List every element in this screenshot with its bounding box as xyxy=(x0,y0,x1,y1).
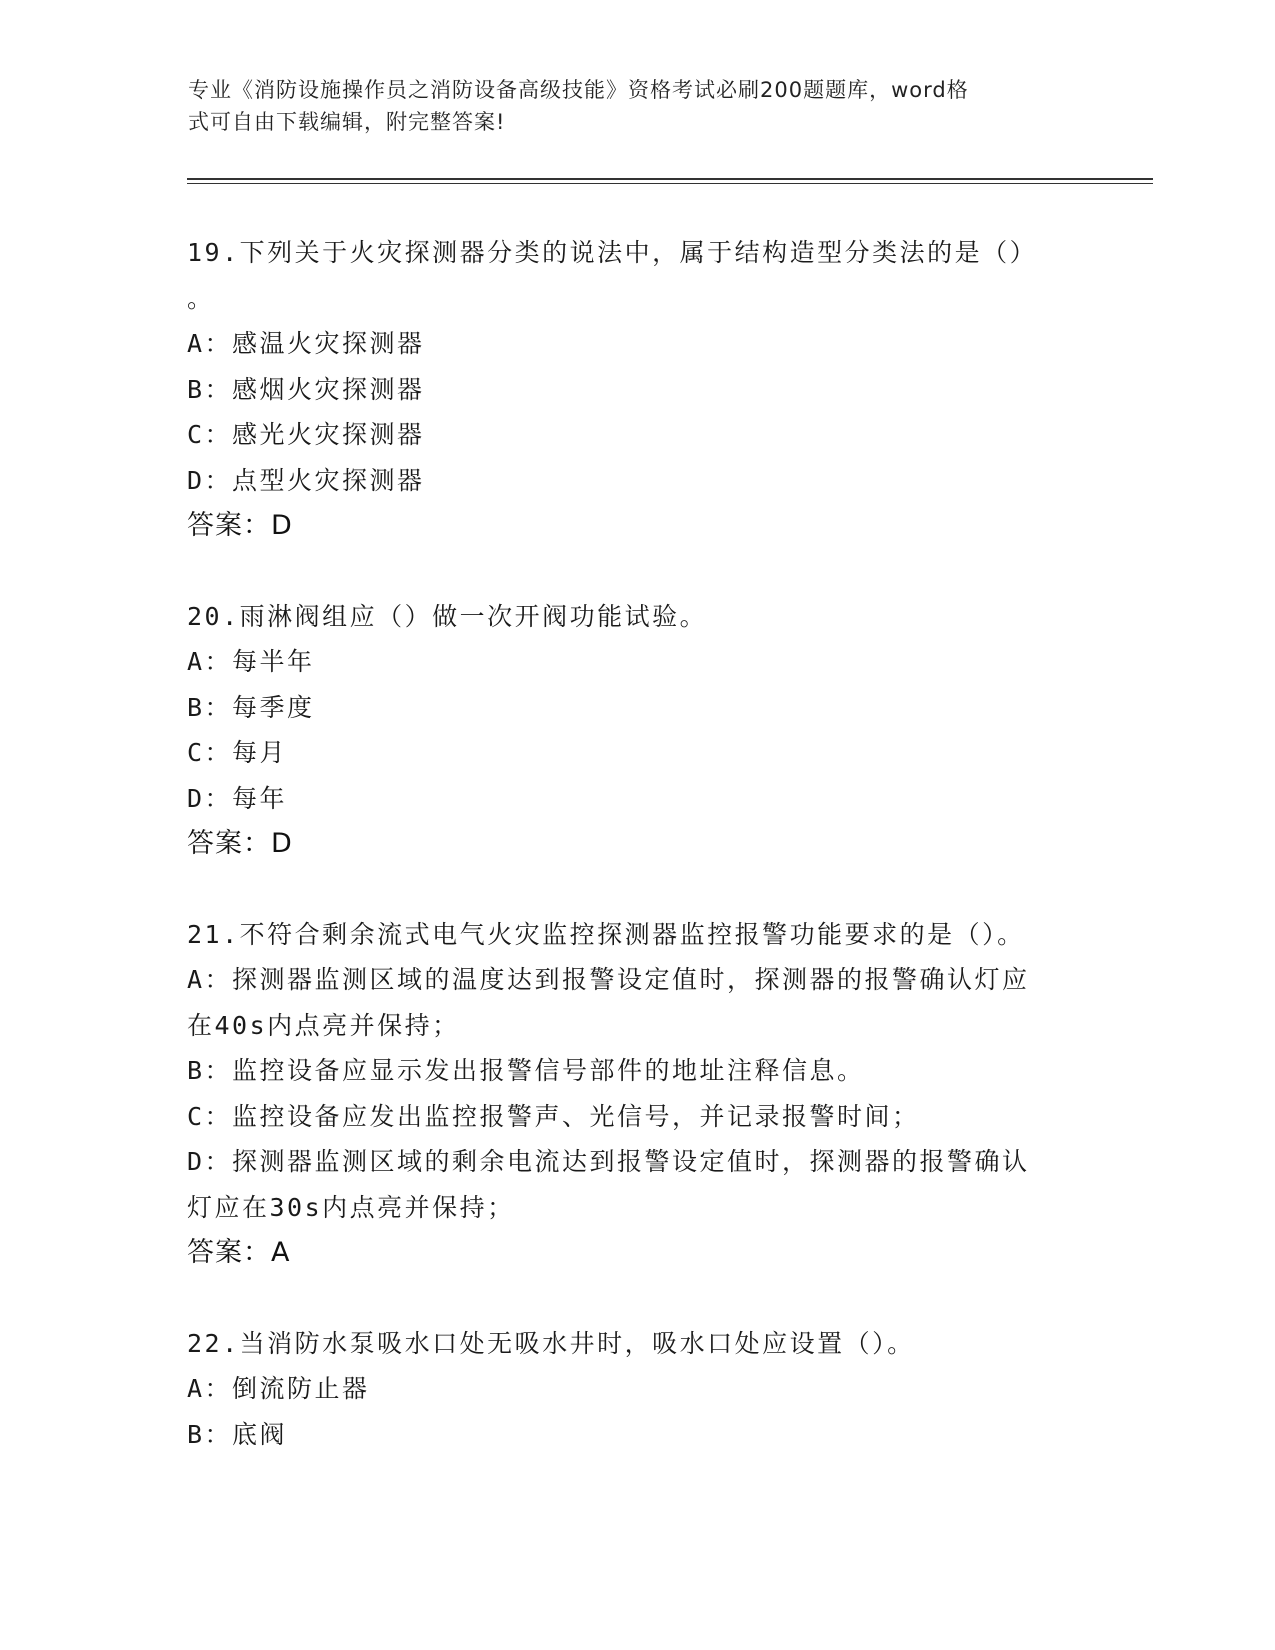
option-b: B：监控设备应显示发出报警信号部件的地址注释信息。 xyxy=(187,1056,865,1085)
header-line-2: 式可自由下载编辑，附完整答案! xyxy=(188,110,506,134)
option-c: C：每月 xyxy=(187,738,288,767)
option-b: B：感烟火灾探测器 xyxy=(187,374,425,404)
header-divider-thin xyxy=(187,183,1153,184)
option-a: A：探测器监测区域的温度达到报警设定值时，探测器的报警确认灯应 xyxy=(187,965,1030,994)
question-block-20 xyxy=(187,594,1087,867)
spacer xyxy=(187,1276,1087,1321)
answer-line: 答案：D xyxy=(187,510,293,541)
header-line-1: 专业《消防设施操作员之消防设备高级技能》资格考试必刷200题题库，word格 xyxy=(188,78,969,102)
option-d: D：探测器监测区域的剩余电流达到报警设定值时，探测器的报警确认 xyxy=(187,1147,1030,1176)
option-d: D：每年 xyxy=(187,783,288,813)
spacer xyxy=(187,549,1087,594)
spacer xyxy=(187,867,1087,912)
option-d-continued: 灯应在30s内点亮并保持； xyxy=(187,1192,515,1222)
question-text: 22.当消防水泵吸水口处无吸水井时，吸水口处应设置（）。 xyxy=(187,1328,915,1358)
option-a: A：倒流防止器 xyxy=(187,1374,370,1403)
option-a-continued: 在40s内点亮并保持； xyxy=(187,1010,460,1040)
option-c: C：监控设备应发出监控报警声、光信号，并记录报警时间； xyxy=(187,1101,920,1131)
option-b: B：底阀 xyxy=(187,1419,288,1449)
question-text: 20.雨淋阀组应（）做一次开阀功能试验。 xyxy=(187,601,708,631)
option-a: A：感温火灾探测器 xyxy=(187,329,425,358)
option-b: B：每季度 xyxy=(187,692,315,722)
option-c: C：感光火灾探测器 xyxy=(187,420,425,449)
option-a: A：每半年 xyxy=(187,647,315,676)
question-text: 21.不符合剩余流式电气火灾监控探测器监控报警功能要求的是（）。 xyxy=(187,919,1025,949)
question-list xyxy=(187,230,1087,1457)
question-block-19 xyxy=(187,230,1087,549)
answer-line: 答案：D xyxy=(187,828,293,859)
question-block-22 xyxy=(187,1321,1087,1458)
question-text: 19.下列关于火灾探测器分类的说法中，属于结构造型分类法的是（） xyxy=(187,238,1038,267)
answer-line: 答案：A xyxy=(187,1237,291,1268)
document-header xyxy=(188,74,1068,138)
question-text-continued: 。 xyxy=(187,283,215,313)
question-block-21 xyxy=(187,912,1087,1276)
header-divider-thick xyxy=(187,178,1153,180)
option-d: D：点型火灾探测器 xyxy=(187,465,425,495)
